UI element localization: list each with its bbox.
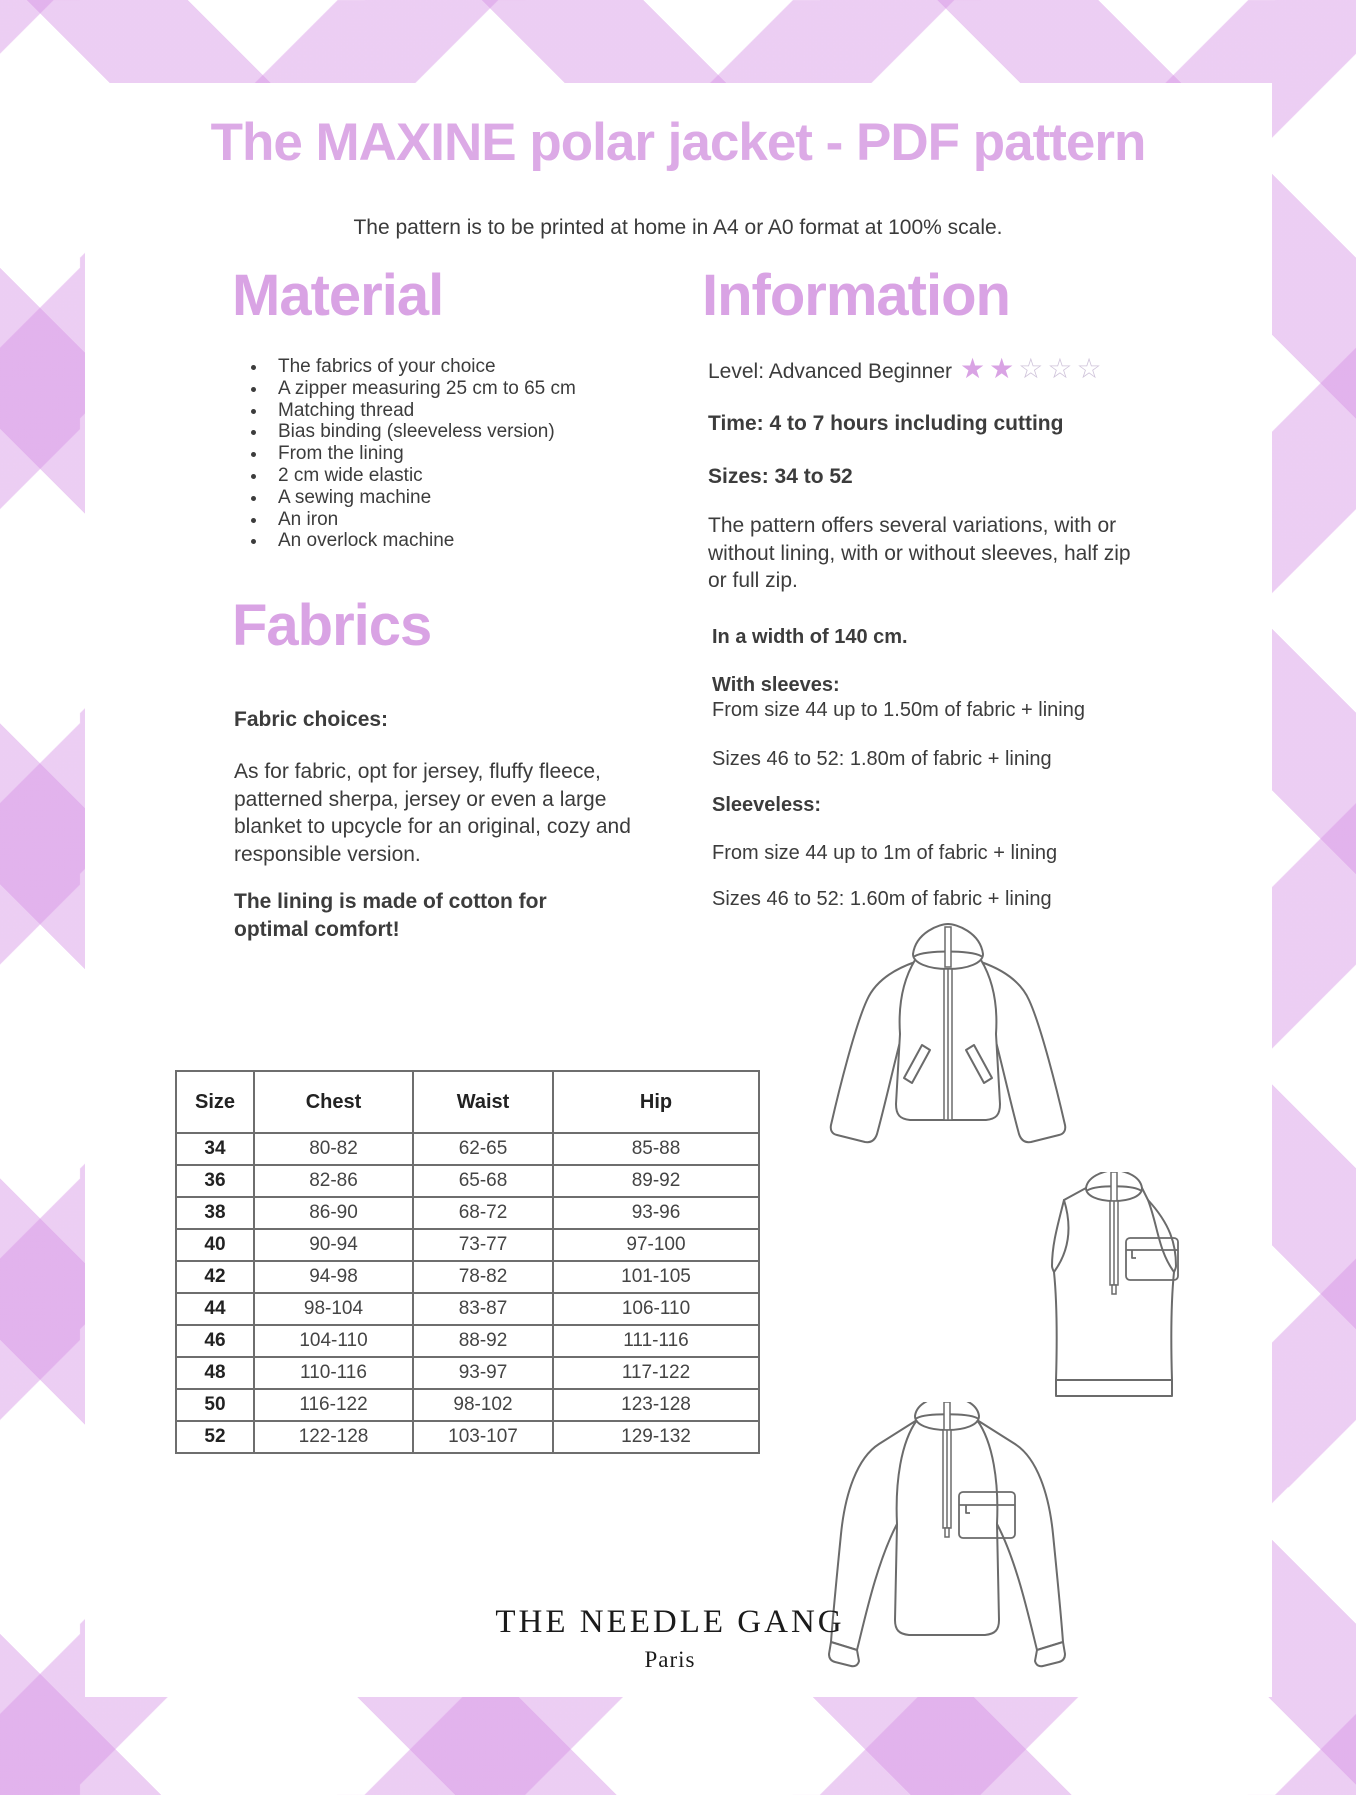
cell-size: 52 <box>176 1421 254 1453</box>
cell-chest: 104-110 <box>254 1325 413 1357</box>
col-header-waist: Waist <box>413 1071 553 1133</box>
cell-waist: 93-97 <box>413 1357 553 1389</box>
star-empty-icon: ☆ <box>1047 353 1077 384</box>
cell-hip: 85-88 <box>553 1133 759 1165</box>
table-row <box>176 1165 759 1197</box>
material-item: • Bias binding (sleeveless version) <box>268 421 698 443</box>
cell-chest: 98-104 <box>254 1293 413 1325</box>
cell-waist: 88-92 <box>413 1325 553 1357</box>
sizes-note: Sizes: 34 to 52 <box>708 465 853 488</box>
cell-waist: 78-82 <box>413 1261 553 1293</box>
width-note: In a width of 140 cm. <box>712 626 908 648</box>
material-item: • From the lining <box>268 443 698 465</box>
cell-chest: 82-86 <box>254 1165 413 1197</box>
table-row <box>176 1293 759 1325</box>
cell-chest: 94-98 <box>254 1261 413 1293</box>
fabric-paragraph: As for fabric, opt for jersey, fluffy fleece, patterned sherpa, jersey or even a large blanket to upcycle for an original, cozy and responsible version. <box>234 760 631 866</box>
table-row <box>176 1421 759 1453</box>
cell-chest: 80-82 <box>254 1133 413 1165</box>
level-label: Level: Advanced Beginner <box>708 360 953 383</box>
cell-chest: 86-90 <box>254 1197 413 1229</box>
cell-hip: 106-110 <box>553 1293 759 1325</box>
cell-size: 44 <box>176 1293 254 1325</box>
level-row <box>708 353 1178 386</box>
cell-size: 36 <box>176 1165 254 1197</box>
size-chart-table <box>175 1070 760 1454</box>
cell-chest: 122-128 <box>254 1421 413 1453</box>
brand-name: THE NEEDLE GANG <box>495 1604 845 1640</box>
table-row <box>176 1261 759 1293</box>
page-title: The MAXINE polar jacket - PDF pattern <box>210 113 1146 172</box>
with-sleeves-line1: From size 44 up to 1.50m of fabric + lining <box>712 699 1085 721</box>
difficulty-stars <box>960 352 1106 385</box>
cell-hip: 89-92 <box>553 1165 759 1197</box>
cell-waist: 62-65 <box>413 1133 553 1165</box>
material-heading: Material <box>232 263 444 328</box>
full-zip-jacket-drawing <box>818 918 1078 1178</box>
with-sleeves-line2: Sizes 46 to 52: 1.80m of fabric + lining <box>712 748 1052 770</box>
cell-hip: 93-96 <box>553 1197 759 1229</box>
table-row <box>176 1133 759 1165</box>
material-item: • An overlock machine <box>268 530 698 552</box>
cell-waist: 103-107 <box>413 1421 553 1453</box>
cell-waist: 73-77 <box>413 1229 553 1261</box>
col-header-hip: Hip <box>553 1071 759 1133</box>
material-list <box>248 356 698 552</box>
col-header-size: Size <box>176 1071 254 1133</box>
cell-size: 38 <box>176 1197 254 1229</box>
fabrics-heading: Fabrics <box>232 593 432 658</box>
star-empty-icon: ☆ <box>1076 353 1106 384</box>
cell-waist: 65-68 <box>413 1165 553 1197</box>
page-subtitle: The pattern is to be printed at home in A4 or A0 format at 100% scale. <box>353 216 1003 239</box>
material-item: • A sewing machine <box>268 487 698 509</box>
table-row <box>176 1197 759 1229</box>
cell-hip: 101-105 <box>553 1261 759 1293</box>
table-row <box>176 1357 759 1389</box>
table-header-row <box>176 1071 759 1133</box>
cell-waist: 83-87 <box>413 1293 553 1325</box>
material-item: • 2 cm wide elastic <box>268 465 698 487</box>
vest-zipper-collar <box>1111 1172 1117 1201</box>
star-filled-icon: ★ <box>960 353 990 384</box>
cell-size: 42 <box>176 1261 254 1293</box>
sleeveless-vest-drawing <box>1012 1172 1217 1417</box>
material-item: • An iron <box>268 509 698 531</box>
brand-city: Paris <box>644 1647 696 1672</box>
information-heading: Information <box>702 263 1010 328</box>
cell-hip: 111-116 <box>553 1325 759 1357</box>
cell-size: 48 <box>176 1357 254 1389</box>
cell-size: 34 <box>176 1133 254 1165</box>
with-sleeves-label: With sleeves: <box>712 674 840 696</box>
fabric-choices-label: Fabric choices: <box>234 708 389 731</box>
table-row <box>176 1389 759 1421</box>
table-row <box>176 1325 759 1357</box>
time-note: Time: 4 to 7 hours including cutting <box>708 412 1064 435</box>
lining-note: The lining is made of cotton for optimal comfort! <box>234 890 547 941</box>
sleeveless-line2: Sizes 46 to 52: 1.60m of fabric + lining <box>712 888 1052 910</box>
cell-size: 40 <box>176 1229 254 1261</box>
table-row <box>176 1229 759 1261</box>
star-filled-icon: ★ <box>989 353 1019 384</box>
cell-hip: 129-132 <box>553 1421 759 1453</box>
col-header-chest: Chest <box>254 1071 413 1133</box>
cell-chest: 90-94 <box>254 1229 413 1261</box>
cell-chest: 110-116 <box>254 1357 413 1389</box>
brand-logo <box>420 1604 920 1673</box>
pullover-zipper-pull <box>945 1528 949 1537</box>
pullover-zipper-collar <box>944 1402 950 1430</box>
cell-hip: 97-100 <box>553 1229 759 1261</box>
material-item: • A zipper measuring 25 cm to 65 cm <box>268 378 698 400</box>
cell-hip: 117-122 <box>553 1357 759 1389</box>
jacket-zipper-collar <box>945 927 951 967</box>
sleeveless-line1: From size 44 up to 1m of fabric + lining <box>712 842 1058 864</box>
material-item: • The fabrics of your choice <box>268 356 698 378</box>
cell-size: 50 <box>176 1389 254 1421</box>
material-item: • Matching thread <box>268 400 698 422</box>
vest-hem-band <box>1056 1380 1172 1396</box>
vest-zipper-pull <box>1112 1285 1116 1294</box>
cell-hip: 123-128 <box>553 1389 759 1421</box>
star-empty-icon: ☆ <box>1018 353 1048 384</box>
cell-waist: 98-102 <box>413 1389 553 1421</box>
sleeveless-label: Sleeveless: <box>712 794 821 816</box>
variations-paragraph: The pattern offers several variations, with or without lining, with or without sleeves, half zip or full zip. <box>708 514 1131 592</box>
cell-chest: 116-122 <box>254 1389 413 1421</box>
cell-size: 46 <box>176 1325 254 1357</box>
cell-waist: 68-72 <box>413 1197 553 1229</box>
